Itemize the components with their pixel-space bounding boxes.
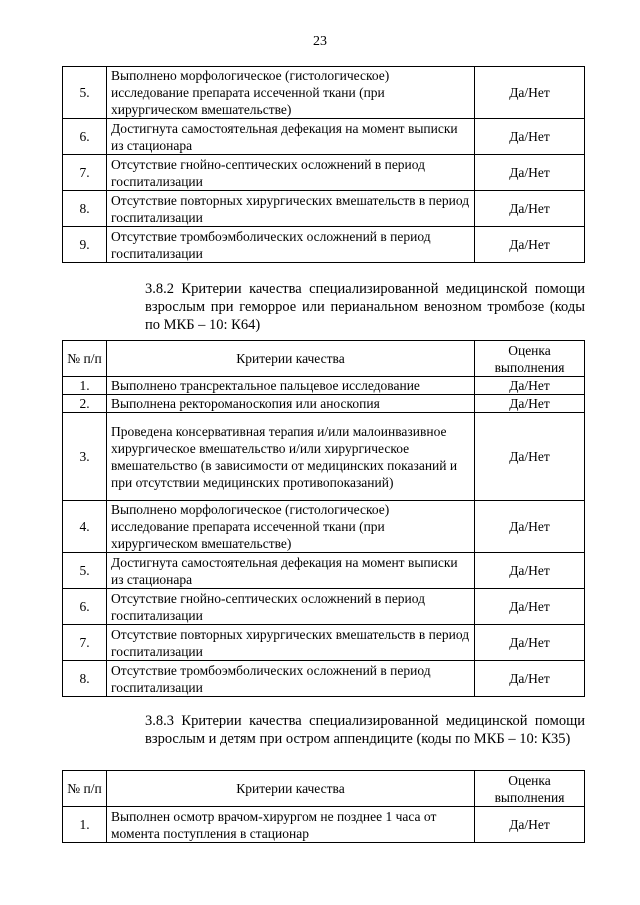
row-number: 2. (63, 395, 107, 413)
table-row (63, 553, 585, 589)
criteria-table-hemorrhoids (62, 340, 585, 697)
row-number: 6. (63, 119, 107, 155)
column-header-number: № п/п (63, 771, 107, 807)
row-number: 8. (63, 661, 107, 697)
table-row (63, 807, 585, 843)
criterion-text: Выполнено трансректальное пальцевое исследование (107, 377, 475, 395)
column-header-criteria: Критерии качества (107, 341, 475, 377)
criterion-text: Отсутствие гнойно-септических осложнений в период госпитализации (107, 155, 475, 191)
criterion-text: Отсутствие гнойно-септических осложнений в период госпитализации (107, 589, 475, 625)
table-row (63, 413, 585, 501)
evaluation-value: Да/Нет (475, 227, 585, 263)
table-row (63, 661, 585, 697)
table-header (63, 771, 585, 807)
criterion-text: Проведена консервативная терапия и/или малоинвазивное хирургическое вмешательство и/или хирургическое вмешательство (в зависимости от медицинских показаний и при отсутствии медицинских противопоказаний) (107, 413, 475, 501)
table-row (63, 589, 585, 625)
row-number: 5. (63, 67, 107, 119)
criterion-text: Достигнута самостоятельная дефекация на момент выписки из стационара (107, 553, 475, 589)
table-row (63, 191, 585, 227)
evaluation-value: Да/Нет (475, 395, 585, 413)
evaluation-value: Да/Нет (475, 413, 585, 501)
row-number: 4. (63, 501, 107, 553)
criterion-text: Выполнено морфологическое (гистологическое) исследование препарата иссеченной ткани (при хирургическом вмешательстве) (107, 67, 475, 119)
header-row (63, 341, 585, 377)
row-number: 1. (63, 807, 107, 843)
column-header-evaluation: Оценка выполнения (475, 341, 585, 377)
column-header-number: № п/п (63, 341, 107, 377)
evaluation-value: Да/Нет (475, 119, 585, 155)
table-row (63, 155, 585, 191)
evaluation-value: Да/Нет (475, 553, 585, 589)
criterion-text: Выполнено морфологическое (гистологическое) исследование препарата иссеченной ткани (при хирургическом вмешательстве) (107, 501, 475, 553)
evaluation-value: Да/Нет (475, 661, 585, 697)
column-header-evaluation: Оценка выполнения (475, 771, 585, 807)
evaluation-value: Да/Нет (475, 155, 585, 191)
table-row (63, 67, 585, 119)
criterion-text: Достигнута самостоятельная дефекация на момент выписки из стационара (107, 119, 475, 155)
table-row (63, 119, 585, 155)
table-body (63, 807, 585, 843)
table-row (63, 377, 585, 395)
evaluation-value: Да/Нет (475, 67, 585, 119)
evaluation-value: Да/Нет (475, 589, 585, 625)
criterion-text: Отсутствие тромбоэмболических осложнений в период госпитализации (107, 661, 475, 697)
criterion-text: Отсутствие повторных хирургических вмешательств в период госпитализации (107, 191, 475, 227)
page-number: 23 (313, 34, 327, 49)
row-number: 3. (63, 413, 107, 501)
section-heading: 3.8.3 Критерии качества специализированной медицинской помощи взрослым и детям при остром аппендиците (коды по МКБ – 10: К35) (145, 713, 585, 747)
criterion-text: Отсутствие повторных хирургических вмешательств в период госпитализации (107, 625, 475, 661)
row-number: 9. (63, 227, 107, 263)
table-body (63, 377, 585, 697)
row-number: 7. (63, 625, 107, 661)
criterion-text: Выполнена ректороманоскопия или аноскопия (107, 395, 475, 413)
table-row (63, 227, 585, 263)
row-number: 8. (63, 191, 107, 227)
header-row (63, 771, 585, 807)
criterion-text: Выполнен осмотр врачом-хирургом не позднее 1 часа от момента поступления в стационар (107, 807, 475, 843)
evaluation-value: Да/Нет (475, 807, 585, 843)
evaluation-value: Да/Нет (475, 191, 585, 227)
table-row (63, 625, 585, 661)
criteria-table-appendicitis (62, 770, 585, 843)
row-number: 5. (63, 553, 107, 589)
row-number: 6. (63, 589, 107, 625)
table-row (63, 395, 585, 413)
criteria-table-continued (62, 66, 585, 263)
table-header (63, 341, 585, 377)
section-heading: 3.8.2 Критерии качества специализированной медицинской помощи взрослым при геморрое или перианальном венозном тромбозе (коды по МКБ – 10: К64) (145, 281, 585, 333)
column-header-criteria: Критерии качества (107, 771, 475, 807)
evaluation-value: Да/Нет (475, 501, 585, 553)
row-number: 7. (63, 155, 107, 191)
criterion-text: Отсутствие тромбоэмболических осложнений в период госпитализации (107, 227, 475, 263)
evaluation-value: Да/Нет (475, 625, 585, 661)
row-number: 1. (63, 377, 107, 395)
evaluation-value: Да/Нет (475, 377, 585, 395)
table-body (63, 67, 585, 263)
table-row (63, 501, 585, 553)
